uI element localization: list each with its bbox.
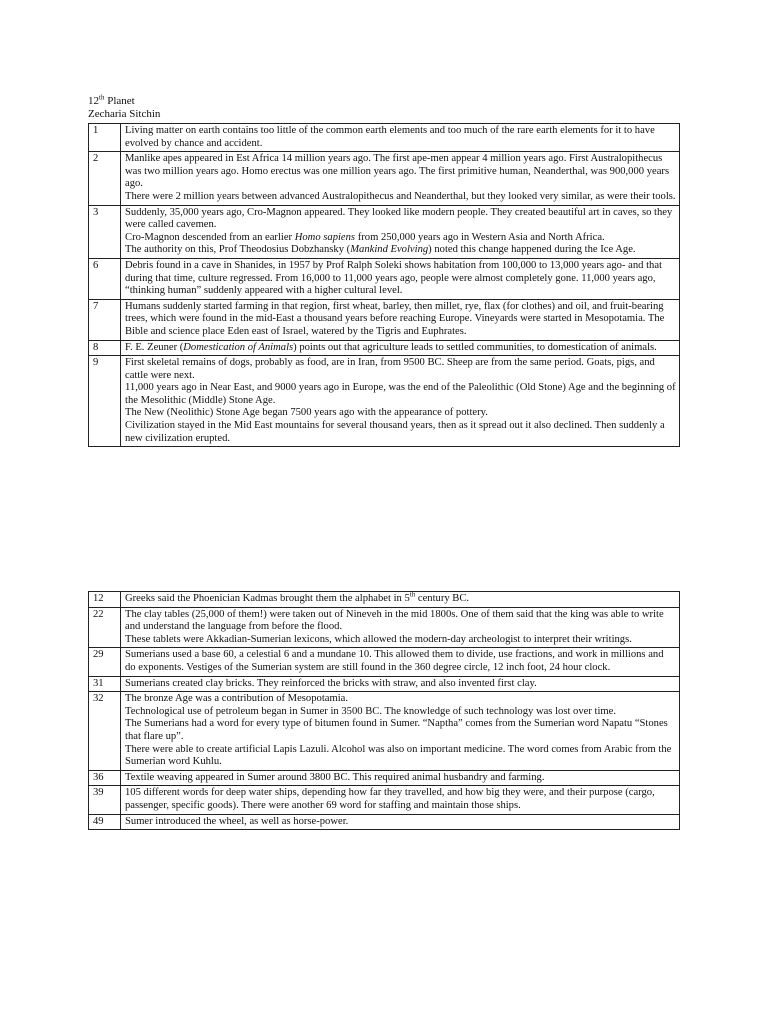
note-paragraph — [125, 125, 676, 150]
note-text — [121, 340, 680, 356]
page-number: 6 — [89, 258, 121, 299]
book-title: Mankind Evolving — [350, 244, 429, 256]
note-paragraph — [125, 244, 676, 257]
note-paragraph — [125, 232, 676, 245]
table-row — [89, 607, 680, 648]
page-number: 32 — [89, 692, 121, 771]
notes-table-1 — [88, 123, 680, 447]
page-number: 7 — [89, 299, 121, 340]
note-text-segment: Civilization stayed in the Mid East mountains for several thousand years, then as it spread out it also declined. Then suddenly a new civilization erupted. — [125, 420, 665, 444]
book-title: Homo sapiens — [294, 231, 356, 243]
note-text-segment: Technological use of petroleum began in Sumer in 3500 BC. The knowledge of such technology was lost over time. — [125, 705, 616, 717]
note-text — [121, 692, 680, 771]
note-paragraph — [125, 191, 676, 204]
table-row — [89, 356, 680, 447]
note-paragraph — [125, 744, 676, 769]
note-text-segment: The bronze Age was a contribution of Mesopotamia. — [125, 693, 348, 705]
table-row — [89, 786, 680, 814]
document-author: Zecharia Sitchin — [88, 108, 161, 120]
note-text-segment: Sumerians created clay bricks. They reinforced the bricks with straw, and also invented first clay. — [125, 677, 537, 689]
note-paragraph — [125, 678, 676, 691]
note-text-segment: Humans suddenly started farming in that region, first wheat, barley, then millet, rye, flax (for clothes) and oil, and fruit-bearing trees, which were found in the mid-East a thousand years before reaching Europe. Vineyards were started in Mesopotamia. The Bible and science place Eden east of Israel, watered by the Tigris and Euphrates. — [125, 300, 665, 337]
note-paragraph — [125, 609, 676, 634]
note-text — [121, 786, 680, 814]
note-paragraph — [125, 357, 676, 382]
note-text-segment: Living matter on earth contains too little of the common earth elements and too much of the rare earth elements for it to have evolved by chance and accident. — [125, 125, 655, 149]
note-paragraph — [125, 260, 676, 298]
note-paragraph — [125, 772, 676, 785]
note-text — [121, 205, 680, 258]
note-text — [121, 592, 680, 608]
page-number: 1 — [89, 124, 121, 152]
page-number: 3 — [89, 205, 121, 258]
note-text — [121, 299, 680, 340]
page-number: 9 — [89, 356, 121, 447]
page-number: 49 — [89, 814, 121, 830]
note-text — [121, 124, 680, 152]
note-text — [121, 152, 680, 205]
note-text — [121, 648, 680, 676]
table-row — [89, 124, 680, 152]
table-row — [89, 648, 680, 676]
note-text-segment: 105 different words for deep water ships, depending how far they travelled, and how big they were, and their purpose (cargo, passenger, specific goods). There were another 69 word for staffing and maintain those ships. — [125, 787, 655, 811]
page-number: 12 — [89, 592, 121, 608]
note-paragraph — [125, 718, 676, 743]
table-row — [89, 152, 680, 205]
note-text — [121, 676, 680, 692]
page-number: 36 — [89, 770, 121, 786]
note-text — [121, 258, 680, 299]
note-paragraph — [125, 649, 676, 674]
note-paragraph — [125, 787, 676, 812]
note-paragraph — [125, 382, 676, 407]
notes-table-2 — [88, 591, 680, 830]
table-row — [89, 340, 680, 356]
document-header — [88, 95, 160, 121]
note-text-segment: 11,000 years ago in Near East, and 9000 years ago in Europe, was the end of the Paleolithic (Old Stone) Age and the beginning of the Mesolithic (Middle) Stone Age. — [125, 382, 676, 406]
table-row — [89, 814, 680, 830]
table-row — [89, 692, 680, 771]
table-row — [89, 592, 680, 608]
note-paragraph — [125, 590, 676, 606]
book-title: Domestication of Animals — [183, 341, 294, 353]
note-text-segment: Textile weaving appeared in Sumer around 3800 BC. This required animal husbandry and farming. — [125, 771, 545, 783]
note-paragraph — [125, 420, 676, 445]
note-text-segment: century BC. — [415, 593, 470, 604]
note-text-segment: ) noted this change happened during the Ice Age. — [428, 244, 636, 256]
note-text-segment: Manlike apes appeared in Est Africa 14 million years ago. The first ape-men appear 4 million years ago. First Australopithecus was two million years ago. Homo erectus was one million years ago. The first primitive human, Neanderthal, was 900,000 years ago. — [125, 153, 670, 190]
table-row — [89, 205, 680, 258]
table-row — [89, 770, 680, 786]
note-text — [121, 814, 680, 830]
page-number: 39 — [89, 786, 121, 814]
note-text-segment: The New (Neolithic) Stone Age began 7500 years ago with the appearance of pottery. — [125, 407, 488, 419]
note-text-segment: F. E. Zeuner ( — [125, 341, 184, 353]
note-text-segment: th — [409, 590, 416, 599]
note-text-segment: from 250,000 years ago in Western Asia and North Africa. — [355, 231, 605, 243]
note-paragraph — [125, 816, 676, 829]
note-text-segment: The authority on this, Prof Theodosius Dobzhansky ( — [125, 244, 351, 256]
note-text-segment: The clay tables (25,000 of them!) were taken out of Nineveh in the mid 1800s. One of them said that the king was able to write and understand the language from before the flood. — [125, 608, 664, 633]
note-text-segment: Suddenly, 35,000 years ago, Cro-Magnon appeared. They looked like modern people. They created beautiful art in caves, so they were called cavemen. — [125, 206, 673, 231]
note-paragraph — [125, 693, 676, 706]
note-paragraph — [125, 342, 676, 355]
page-number: 31 — [89, 676, 121, 692]
page-number: 2 — [89, 152, 121, 205]
note-paragraph — [125, 407, 676, 420]
document-title: 12th Planet — [88, 93, 135, 107]
note-text-segment: ) points out that agriculture leads to settled communities, to domestication of animals. — [293, 341, 657, 353]
note-text-segment: There were 2 million years between advanced Australopithecus and Neanderthal, but they looked very similar, as were their tools. — [125, 190, 676, 202]
notes-table-2-body — [89, 592, 680, 830]
note-text-segment: The Sumerians had a word for every type of bitumen found in Sumer. “Naptha” comes from the Sumerian word Napatu “Stones that flare up”. — [125, 718, 668, 742]
table-row — [89, 299, 680, 340]
note-text-segment: Cro-Magnon descended from an earlier — [125, 231, 295, 243]
page-number: 22 — [89, 607, 121, 648]
note-paragraph — [125, 301, 676, 339]
note-text — [121, 770, 680, 786]
note-paragraph — [125, 706, 676, 719]
table-row — [89, 676, 680, 692]
note-text-segment: Sumerians used a base 60, a celestial 6 and a mundane 10. This allowed them to divide, use fractions, and work in millions and do exponents. Vestiges of the Sumerian system are still found in the 360 degree circle, 12 inch foot, 24 hour clock. — [125, 649, 664, 673]
table-row — [89, 258, 680, 299]
note-text-segment: There were able to create artificial Lapis Lazuli. Alcohol was also on important medicine. The word comes from Arabic from the Sumerian word Kuhlu. — [125, 743, 672, 768]
note-text-segment: Sumer introduced the wheel, as well as horse-power. — [125, 815, 349, 827]
note-text-segment: Greeks said the Phoenician Kadmas brought them the alphabet in 5 — [125, 593, 410, 604]
note-paragraph — [125, 207, 676, 232]
note-text-segment: Debris found in a cave in Shanides, in 1957 by Prof Ralph Soleki shows habitation from 100,000 to 13,000 years ago- and that during that time, culture regressed. From 16,000 to 11,000 years ago, people were almost completely gone. 11,000 years ago, “thinking human” suddenly appeared with a higher cultural level. — [125, 259, 662, 297]
note-paragraph — [125, 153, 676, 191]
note-paragraph — [125, 634, 676, 647]
note-text-segment: First skeletal remains of dogs, probably as food, are in Iran, from 9500 BC. Sheep are from the same period. Goats, pigs, and cattle were next. — [125, 357, 655, 381]
note-text-segment: These tablets were Akkadian-Sumerian lexicons, which allowed the modern-day archeologist to interpret their writings. — [125, 633, 632, 645]
notes-table-1-body — [89, 124, 680, 447]
page-number: 29 — [89, 648, 121, 676]
note-text — [121, 607, 680, 648]
page-number: 8 — [89, 340, 121, 356]
note-text — [121, 356, 680, 447]
